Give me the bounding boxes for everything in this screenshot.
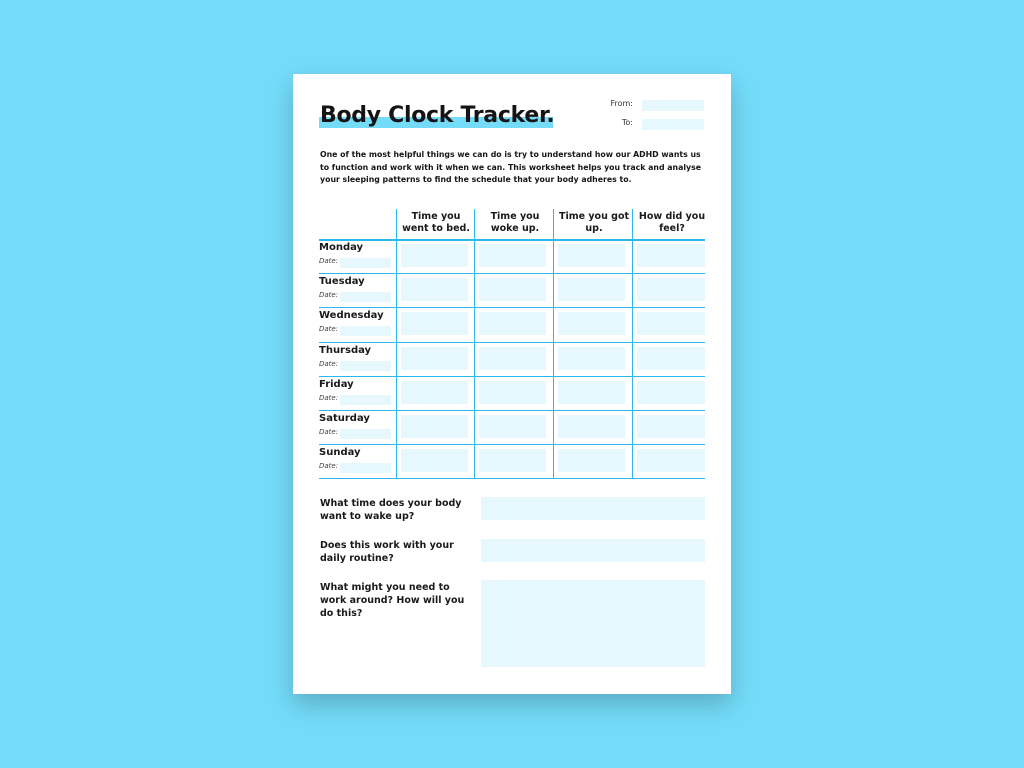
answer-work-around[interactable] (481, 580, 705, 667)
date-label: Date: (319, 359, 339, 368)
entry-cell-sunday[interactable] (401, 449, 468, 472)
entry-cell-monday[interactable] (479, 244, 546, 267)
column-divider (396, 209, 397, 478)
entry-cell-saturday[interactable] (558, 415, 625, 438)
entry-cell-saturday[interactable] (637, 415, 705, 438)
entry-cell-sunday[interactable] (558, 449, 625, 472)
entry-cell-thursday[interactable] (401, 347, 468, 370)
entry-cell-thursday[interactable] (479, 347, 546, 370)
entry-cell-tuesday[interactable] (401, 278, 468, 301)
column-divider (553, 209, 554, 478)
day-label-friday: Friday (319, 378, 354, 390)
column-header-got-up: Time you got up. (558, 211, 630, 234)
entry-cell-friday[interactable] (401, 381, 468, 404)
row-divider (319, 376, 705, 377)
question-work-around: What might you need to work around? How will you do this? (320, 582, 465, 619)
column-divider (474, 209, 475, 478)
entry-cell-friday[interactable] (558, 381, 625, 404)
day-label-wednesday: Wednesday (319, 310, 384, 322)
day-label-sunday: Sunday (319, 447, 361, 459)
entry-cell-wednesday[interactable] (401, 312, 468, 335)
header-divider (319, 239, 705, 241)
row-divider (319, 410, 705, 411)
date-field-friday[interactable] (340, 395, 391, 405)
date-field-monday[interactable] (340, 258, 391, 268)
date-field-sunday[interactable] (340, 463, 391, 473)
entry-cell-sunday[interactable] (637, 449, 705, 472)
row-divider (319, 307, 705, 308)
answer-wake-time[interactable] (481, 497, 705, 520)
day-label-saturday: Saturday (319, 413, 370, 424)
entry-cell-wednesday[interactable] (558, 312, 625, 335)
day-label-tuesday: Tuesday (319, 276, 365, 288)
entry-cell-wednesday[interactable] (479, 312, 546, 335)
column-header-bed: Time you went to bed. (402, 211, 470, 234)
date-label: Date: (319, 428, 339, 436)
column-header-woke: Time you woke up. (490, 211, 540, 234)
tracker-table (319, 209, 705, 479)
row-divider (319, 273, 705, 274)
entry-cell-wednesday[interactable] (637, 312, 705, 335)
entry-cell-thursday[interactable] (558, 347, 625, 370)
entry-cell-saturday[interactable] (479, 415, 546, 438)
from-label: From: (610, 99, 633, 108)
date-field-tuesday[interactable] (340, 292, 391, 302)
date-label: Date: (319, 325, 339, 334)
question-wake-time: What time does your body want to wake up? (320, 498, 462, 522)
entry-cell-thursday[interactable] (637, 347, 705, 370)
entry-cell-tuesday[interactable] (558, 278, 625, 301)
intro-paragraph: One of the most helpful things we can do is try to understand how our ADHD wants us to function and work with it when we can. This worksheet helps you track and analyse your sleeping patterns to find the schedule that your body adheres to. (320, 150, 702, 184)
page-title: Body Clock Tracker. (320, 103, 555, 128)
entry-cell-saturday[interactable] (401, 415, 468, 438)
worksheet-page (293, 74, 731, 694)
date-field-wednesday[interactable] (340, 326, 391, 336)
row-divider (319, 444, 705, 445)
entry-cell-monday[interactable] (637, 244, 705, 267)
date-label: Date: (319, 257, 339, 265)
from-field[interactable] (642, 100, 704, 111)
date-label: Date: (319, 462, 339, 471)
row-divider (319, 342, 705, 343)
row-divider (319, 478, 705, 479)
date-label: Date: (319, 291, 339, 300)
answer-daily-routine[interactable] (481, 539, 705, 562)
entry-cell-tuesday[interactable] (637, 278, 705, 301)
entry-cell-tuesday[interactable] (479, 278, 546, 301)
to-field[interactable] (642, 119, 704, 130)
day-label-monday: Monday (319, 242, 364, 253)
to-label: To: (621, 118, 633, 127)
date-field-saturday[interactable] (340, 429, 391, 439)
date-field-thursday[interactable] (340, 361, 391, 371)
column-divider (632, 209, 633, 478)
entry-cell-monday[interactable] (558, 244, 625, 267)
entry-cell-sunday[interactable] (479, 449, 546, 472)
column-header-feel: How did you feel? (638, 211, 706, 234)
date-label: Date: (319, 393, 339, 402)
entry-cell-friday[interactable] (479, 381, 546, 404)
entry-cell-monday[interactable] (401, 244, 468, 267)
entry-cell-friday[interactable] (637, 381, 705, 404)
question-daily-routine: Does this work with your daily routine? (320, 540, 454, 564)
day-label-thursday: Thursday (319, 344, 372, 356)
